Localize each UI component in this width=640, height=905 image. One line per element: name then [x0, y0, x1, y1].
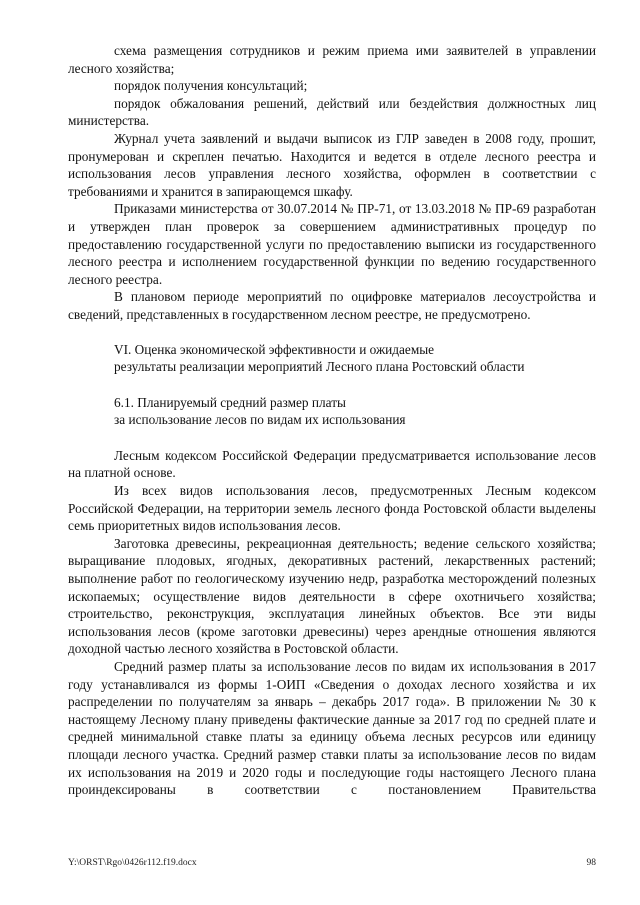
paragraph-orders: Приказами министерства от 30.07.2014 № ПР-71, от 13.03.2018 № ПР-69 разработан и утвержден план проверок за совершением административных процедур по предоставлению государственной услуги по предоставлению выписки из государственного лесного реестра и исполнением государственной функции по ведению государственного лесного реестра. — [68, 201, 596, 287]
paragraph-appeal-order: порядок обжалования решений, действий или бездействия должностных лиц министерства. — [68, 95, 596, 129]
subsection-heading-line-1: 6.1. Планируемый средний размер платы — [114, 394, 346, 410]
paragraph-contact-scheme: схема размещения сотрудников и режим приема ими заявителей в управлении лесного хозяйства; — [68, 43, 596, 76]
page-number: 98 — [586, 858, 596, 868]
paragraph-average-fee: Средний размер платы за использование лесов по видам их использования в 2017 году устанавливался из формы 1-ОИП «Сведения о доходах лесного хозяйства и их распределении по получателям за январь – декабрь 2017 года». В приложении № 30 к настоящему Лесному плану приведены фактические данные за 2017 год по средней плате и средней минимальной ставке платы за единицу объема лесных ресурсов или единицу площади лесного участка. Средний размер ставки платы за использование лесов по видам их использования на 2019 и 2020 годы и последующие годы настоящего Лесного плана проиндексированы в соответствии с постановлением Правительства — [68, 659, 596, 798]
paragraph-journal: Журнал учета заявлений и выдачи выписок из ГЛР заведен в 2008 году, прошит, пронумерован и скреплен печатью. Находится и ведется в отделе лесного реестра и использования лесов управления лесного хозяйства, оформлен в соответствии с требованиями и хранится в запирающемся шкафу. — [68, 130, 596, 199]
footer-file-path: Y:\ORST\Rgo\0426r112.f19.docx — [68, 858, 197, 868]
paragraph-priority-uses: Из всех видов использования лесов, предусмотренных Лесным кодексом Российской Федерации, на территории земель лесного фонда Ростовской области выделены семь приоритетных видов использования лесов. — [68, 483, 596, 534]
paragraph-forest-code: Лесным кодексом Российской Федерации предусматривается использование лесов на платной основе. — [68, 447, 596, 481]
document-body — [68, 42, 596, 799]
paragraph-digitization: В плановом периоде мероприятий по оцифровке материалов лесоустройства и сведений, представленных в государственном лесном реестре, не предусмотрено. — [68, 289, 596, 322]
paragraph-use-types: Заготовка древесины, рекреационная деятельность; ведение сельского хозяйства; выращивание плодовых, ягодных, декоративных растений, лекарственных растений; выполнение работ по геологическому изучению недр, разработка месторождений полезных ископаемых; осуществление видов деятельности в сфере охотничьего хозяйства; строительство, реконструкция, эксплуатация линейных объектов. Все эти виды использования лесов (кроме заготовки древесины) через арендные отношения являются доходной частью лесного хозяйства в Ростовской области. — [68, 535, 596, 657]
subsection-heading-line-2: за использование лесов по видам их использования — [114, 412, 406, 428]
paragraph-consultation-order: порядок получения консультаций; — [114, 78, 308, 94]
section-heading-line-2: результаты реализации мероприятий Лесного плана Ростовский области — [114, 359, 525, 375]
section-heading-line-1: VI. Оценка экономической эффективности и ожидаемые — [114, 341, 435, 357]
